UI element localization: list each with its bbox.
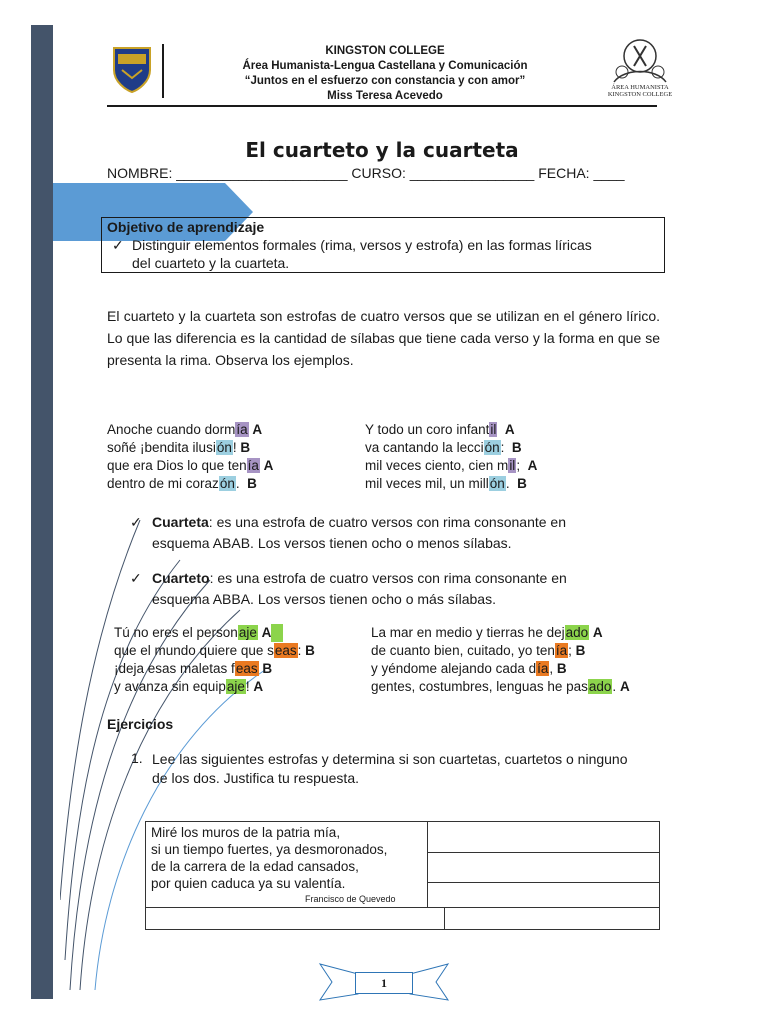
answer-cell-1[interactable] (428, 822, 659, 852)
example1-right-stanza (365, 421, 537, 493)
verse-line: Anoche cuando dormía A (107, 422, 263, 437)
verse-line: Y todo un coro infantil A (365, 422, 515, 437)
answer-cell-3[interactable] (428, 883, 659, 907)
question-text: Lee las siguientes estrofas y determina si son cuartetas, cuartetos o ninguno de los dos. Justifica tu respuesta. (152, 751, 628, 786)
poem-line: de la carrera de la edad cansados, (151, 859, 359, 874)
worksheet-title: El cuarteto y la cuarteta (245, 138, 519, 162)
poem-line: si un tiempo fuertes, ya desmoronados, (151, 842, 388, 857)
caption-line2: KINGSTON COLLEGE (607, 91, 673, 98)
school-crest-logo (108, 44, 156, 94)
definition-cuarteta: ✓ Cuarteta: es una estrofa de cuatro versos con rima consonante en esquema ABAB. Los versos tienen ocho o menos sílabas. (130, 514, 567, 551)
intro-paragraph: El cuarteto y la cuarteta son estrofas de cuatro versos que se utilizan en el género lírico. Lo que las diferencia es la cantidad de sílabas que tiene cada verso y la forma en que se presenta la rima. Observa los ejemplos. (107, 308, 660, 368)
right-logo-caption (600, 84, 680, 98)
verse-line: que el mundo quiere que seas: B (114, 643, 315, 658)
verse-line: La mar en medio y tierras he dejado A (371, 625, 603, 640)
school-name: KINGSTON COLLEGE (325, 45, 445, 57)
example2-right-stanza (371, 624, 630, 696)
verse-line: ¡deja esas maletas feas B (114, 661, 273, 676)
verse-line: soñé ¡bendita ilusión! B (107, 440, 251, 455)
verse-line: y yéndome alejando cada día, B (371, 661, 567, 676)
student-fields-line: NOMBRE: ______________________ CURSO: ________________ FECHA: ____ (107, 165, 625, 181)
objective-line1: Distinguir elementos formales (rima, versos y estrofa) en las formas líricas (132, 237, 592, 253)
checkmark-icon: ✓ (112, 237, 124, 253)
teacher-name: Miss Teresa Acevedo (327, 90, 443, 102)
poem-line: por quien caduca ya su valentía. (151, 876, 346, 891)
verse-line: mil veces ciento, cien mil; A (365, 458, 538, 473)
verse-line: mil veces mil, un millón. B (365, 476, 527, 491)
objective-text (112, 236, 652, 272)
humanities-area-logo (604, 38, 676, 84)
left-sidebar-bar (31, 25, 53, 999)
objective-heading: Objetivo de aprendizaje (107, 219, 265, 235)
school-header-text (220, 44, 550, 104)
caption-line1: ÁREA HUMANISTA (611, 84, 669, 91)
example2-left-stanza (114, 624, 315, 696)
verse-line: gentes, costumbres, lenguas he pasado. A (371, 679, 630, 694)
checkmark-icon: ✓ (130, 514, 142, 530)
verse-line: dentro de mi corazón. B (107, 476, 257, 491)
poem-line: Miré los muros de la patria mía, (151, 825, 341, 840)
example1-left-stanza (107, 421, 273, 493)
school-motto: “Juntos en el esfuerzo con constancia y con amor” (244, 75, 526, 87)
answer-cell-bottom-right[interactable] (445, 908, 659, 929)
objective-line2: del cuarteto y la cuarteta. (132, 255, 290, 271)
poem-author: Francisco de Quevedo (305, 894, 396, 904)
checkmark-icon: ✓ (130, 570, 142, 586)
answer-cell-2[interactable] (428, 853, 659, 882)
page-number: 1 (355, 972, 413, 994)
verse-line: Tú no eres el personaje A (114, 624, 315, 642)
verse-line: y avanza sin equipaje! A (114, 679, 264, 694)
exercises-heading: Ejercicios (107, 716, 174, 732)
header-divider (162, 44, 164, 98)
header-underline (107, 105, 657, 107)
definition-cuarteto: ✓ Cuarteto: es una estrofa de cuatro versos con rima consonante en esquema ABBA. Los versos tienen ocho o más sílabas. (130, 570, 567, 607)
question-number: 1. (131, 750, 143, 766)
verse-line: que era Dios lo que tenía A (107, 458, 274, 473)
quevedo-poem (151, 824, 387, 892)
school-area: Área Humanista-Lengua Castellana y Comunicación (242, 60, 528, 72)
answer-cell-bottom-left[interactable] (146, 908, 444, 929)
verse-line: va cantando la lección: B (365, 440, 522, 455)
verse-line: de cuanto bien, cuitado, yo tenía; B (371, 643, 586, 658)
